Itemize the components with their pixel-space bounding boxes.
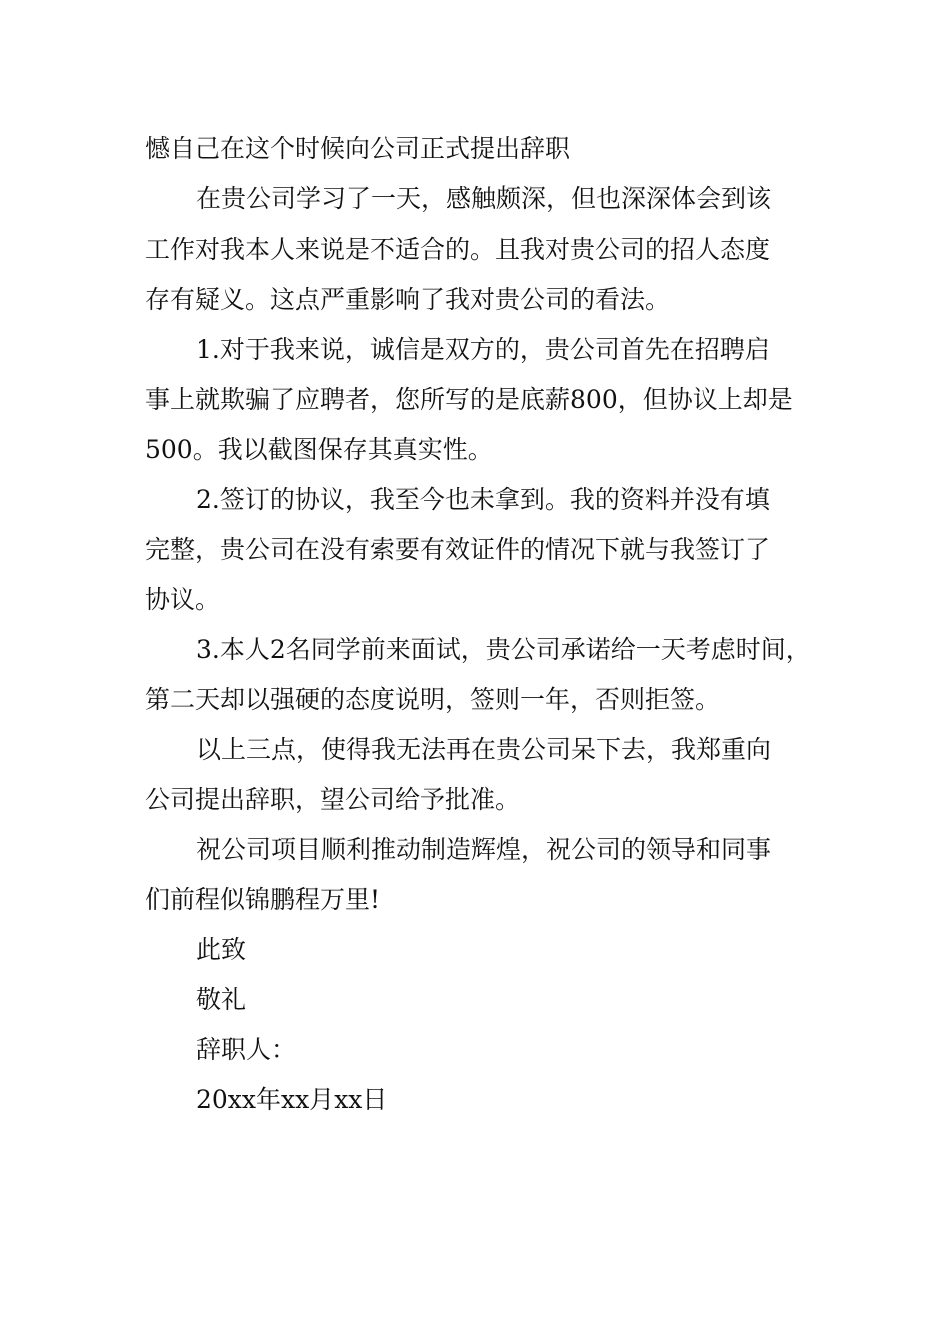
text-line: 们前程似锦鹏程万里! [145, 885, 381, 914]
text-line: 协议。 [145, 585, 221, 614]
text-line: 祝公司项目顺利推动制造辉煌，祝公司的领导和同事 [196, 835, 772, 864]
text-line: 憾自己在这个时候向公司正式提出辞职 [145, 134, 571, 163]
text-line: 1.对于我来说，诚信是双方的，贵公司首先在招聘启 [196, 335, 770, 364]
text-line: 3.本人2名同学前来面试，贵公司承诺给一天考虑时间， [196, 635, 811, 664]
text-line: 以上三点，使得我无法再在贵公司呆下去，我郑重向 [196, 735, 772, 764]
text-line: 2.签订的协议，我至今也未拿到。我的资料并没有填 [196, 485, 770, 514]
text-line: 事上就欺骗了应聘者，您所写的是底薪800，但协议上却是 [145, 385, 793, 414]
date-line: 20xx年xx月xx日 [196, 1085, 388, 1114]
text-line: 存有疑义。这点严重影响了我对贵公司的看法。 [145, 285, 671, 314]
text-line: 工作对我本人来说是不适合的。且我对贵公司的招人态度 [145, 235, 771, 264]
signature-label: 辞职人： [196, 1035, 297, 1064]
text-line: 第二天却以强硬的态度说明，签则一年，否则拒签。 [145, 685, 721, 714]
closing-line: 此致 [196, 935, 247, 964]
closing-line: 敬礼 [196, 985, 247, 1014]
text-line: 公司提出辞职，望公司给予批准。 [145, 785, 521, 814]
text-line: 在贵公司学习了一天，感触颇深，但也深深体会到该 [196, 184, 772, 213]
text-line: 完整，贵公司在没有索要有效证件的情况下就与我签订了 [145, 535, 771, 564]
text-line: 500。我以截图保存其真实性。 [145, 435, 493, 464]
